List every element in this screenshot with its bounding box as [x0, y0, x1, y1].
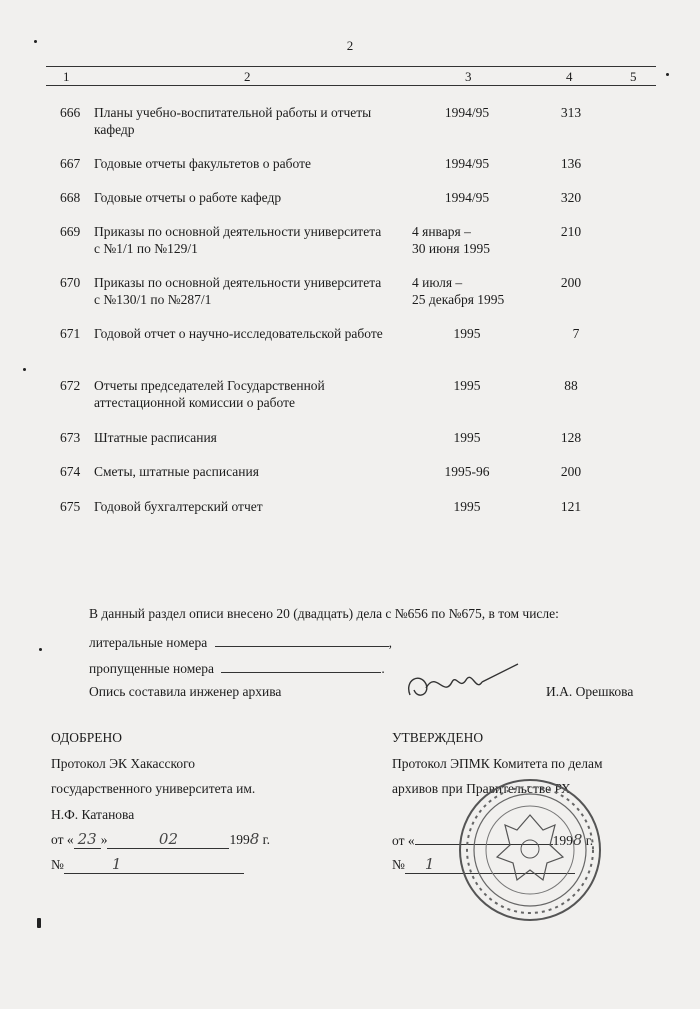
row-date-end: 30 июня 1995 [412, 241, 490, 256]
row-date-start: 4 января – [412, 224, 471, 239]
row-number: 673 [60, 430, 81, 445]
row-title: Годовые отчеты факультетов о работе [94, 156, 311, 171]
row-date: 1994/95 [444, 105, 490, 120]
approved-heading: ОДОБРЕНО [51, 730, 123, 745]
summary-line: В данный раздел описи внесено 20 (двадцать) дела с №656 по №675, в том числе: [89, 606, 559, 621]
row-volume: 7 [572, 326, 580, 341]
column-header-3: 3 [465, 69, 472, 84]
row-date: 1995 [453, 430, 481, 445]
literal-numbers-label: литеральные номера [89, 635, 208, 650]
row-title: Приказы по основной деятельности университета с №1/1 по №129/1 [94, 224, 382, 256]
approved-year-digit: 8 [249, 830, 260, 848]
confirmed-line-2: архивов при Правительстве РХ [392, 781, 571, 796]
scan-speck [37, 918, 41, 928]
confirmed-number: 1 [405, 856, 575, 874]
row-volume: 128 [560, 430, 582, 445]
page-number: 2 [346, 38, 354, 53]
row-title: Отчеты председателей Государственной аттестационной комиссии о работе [94, 378, 325, 410]
confirmed-from-prefix: от « [392, 833, 415, 848]
row-date: 1994/95 [444, 156, 490, 171]
approved-day: 23 [74, 830, 101, 849]
row-number: 669 [60, 224, 81, 239]
row-number: 668 [60, 190, 81, 205]
row-date-end: 25 декабря 1995 [412, 292, 505, 307]
column-header-5: 5 [630, 69, 637, 84]
compiler-label: Опись составила инженер архива [89, 684, 282, 699]
scan-speck [23, 368, 26, 371]
scan-speck [666, 73, 669, 76]
row-date: 1995 [453, 326, 481, 341]
row-title: Годовые отчеты о работе кафедр [94, 190, 282, 205]
row-number: 666 [60, 105, 81, 120]
confirmed-line-1: Протокол ЭПМК Комитета по делам [392, 756, 603, 771]
row-volume: 136 [560, 156, 582, 171]
row-volume: 200 [560, 464, 582, 479]
column-header-2: 2 [244, 69, 251, 84]
row-title: Годовой отчет о научно-исследовательской работе [94, 326, 383, 341]
skipped-numbers-blank [221, 659, 381, 673]
confirmed-heading: УТВЕРЖДЕНО [392, 730, 484, 745]
row-date: 1995 [453, 499, 481, 514]
approved-day-suffix: » [100, 832, 108, 847]
row-volume: 200 [560, 275, 582, 290]
approved-number-line [51, 856, 244, 874]
row-volume: 313 [560, 105, 582, 120]
approved-from-prefix: от « [51, 832, 74, 847]
approved-line-1: Протокол ЭК Хакасского [51, 756, 196, 771]
approved-year-prefix: 199 [229, 832, 250, 847]
row-title: Планы учебно-воспитательной работы и отчеты кафедр [94, 105, 372, 137]
confirmed-year-digit: 8 [572, 831, 583, 849]
row-title: Штатные расписания [94, 430, 217, 445]
row-volume: 210 [560, 224, 582, 239]
row-title: Сметы, штатные расписания [94, 464, 259, 479]
scan-speck [39, 648, 42, 651]
approved-date-line [51, 831, 351, 849]
literal-numbers-blank [215, 633, 389, 647]
row-number: 671 [60, 326, 81, 341]
row-date: 1995-96 [444, 464, 490, 479]
row-number: 675 [60, 499, 81, 514]
skipped-numbers-label: пропущенные номера [89, 661, 214, 676]
approved-year-suffix: г. [259, 832, 271, 847]
row-volume: 320 [560, 190, 582, 205]
row-number: 670 [60, 275, 81, 290]
row-date: 1994/95 [444, 190, 490, 205]
signature [400, 660, 520, 710]
approved-no-prefix: № [51, 857, 64, 872]
row-number: 667 [60, 156, 81, 171]
row-title: Годовой бухгалтерский отчет [94, 499, 263, 514]
compiler-name: И.А. Орешкова [546, 684, 634, 699]
literal-numbers-line: литеральные номера , [89, 635, 393, 650]
column-header-1: 1 [63, 69, 70, 84]
row-number: 672 [60, 378, 81, 393]
row-title: Приказы по основной деятельности университета с №130/1 по №287/1 [94, 275, 382, 307]
row-date: 1995 [453, 378, 481, 393]
confirmed-no-prefix: № [392, 857, 405, 872]
official-seal [455, 775, 605, 925]
approved-month: 02 [107, 831, 229, 849]
header-bottom-line [46, 85, 656, 86]
header-top-line [46, 66, 656, 67]
approved-line-2: государственного университета им. [51, 781, 256, 796]
row-date-start: 4 июля – [412, 275, 463, 290]
confirmed-year-suffix: г. [582, 833, 594, 848]
confirmed-year-prefix: 199 [552, 833, 573, 848]
approved-number: 1 [64, 856, 244, 874]
approved-line-3: Н.Ф. Катанова [51, 807, 135, 822]
column-header-4: 4 [566, 69, 573, 84]
row-number: 674 [60, 464, 81, 479]
skipped-numbers-line: пропущенные номера . [89, 661, 385, 676]
row-volume: 88 [564, 378, 578, 393]
scan-speck [34, 40, 37, 43]
row-volume: 121 [560, 499, 582, 514]
